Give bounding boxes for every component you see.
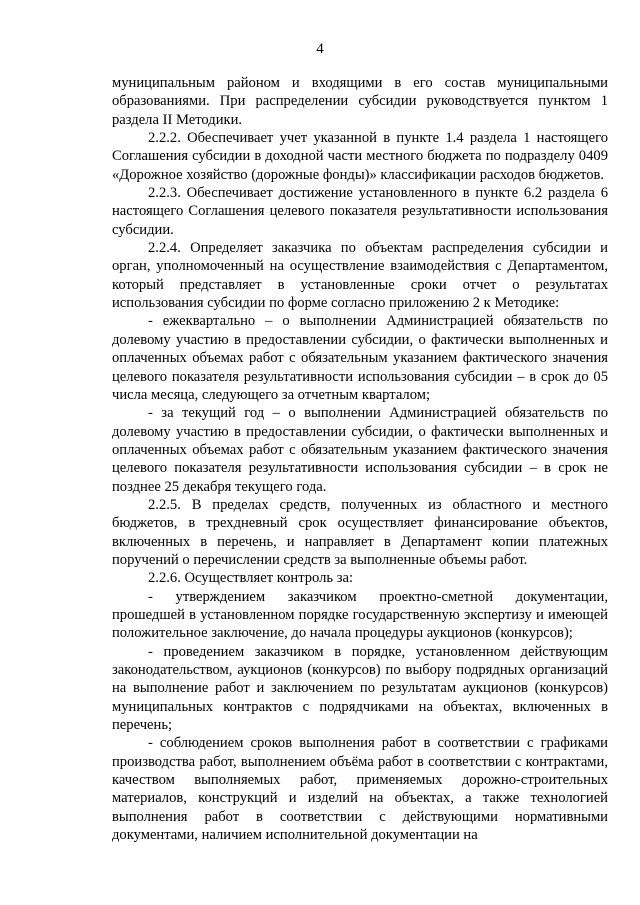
paragraph-2-2-5: 2.2.5. В пределах средств, полученных из областного и местного бюджетов, в трехдневный срок осуществляет финансирование объектов, включенных в перечень, и направляет в Департамент копии платежных поручений о перечислении средств за выполненные объемы работ. [112,496,608,568]
paragraph-continuation: муниципальным районом и входящими в его состав муниципальными образованиями. При распределении субсидии руководствуется пунктом 1 раздела II Методики. [112,75,608,128]
paragraph-2-2-2: 2.2.2. Обеспечивает учет указанной в пункте 1.4 раздела 1 настоящего Соглашения субсидии в доходной части местного бюджета по подразделу 0409 «Дорожное хозяйство (дорожные фонды)» классификации расходов бюджетов. [112,130,608,183]
paragraph-2-2-3: 2.2.3. Обеспечивает достижение установленного в пункте 6.2 раздела 6 настоящего Соглашения целевого показателя результативности использования субсидии. [112,185,608,238]
list-item-quarterly-report: - ежеквартально – о выполнении Администрацией обязательств по долевому участию в предоставлении субсидии, о фактически выполненных и оплаченных объемах работ с обязательным указанием фактического значения целевого показателя результативности использования субсидии – в срок до 05 числа месяца, следующего за отчетным кварталом; [112,313,608,403]
paragraph-2-2-6: 2.2.6. Осуществляет контроль за: [148,570,354,587]
paragraph-2-2-4: 2.2.4. Определяет заказчика по объектам распределения субсидии и орган, уполномоченный на осуществление взаимодействия с Департаментом, который представляет в установленные сроки отчет о результатах использования субсидии по форме согласно приложению 2 к Методике: [112,240,608,312]
list-item-design-approval: - утверждением заказчиком проектно-сметной документации, прошедшей в установленном порядке государственную экспертизу и имеющей положительное заключение, до начала процедуры аукционов (конкурсов); [112,588,608,642]
list-item-auctions: - проведением заказчиком в порядке, установленном действующим законодательством, аукционов (конкурсов) по выбору подрядных организаций на выполнение работ и заключением по результатам аукционов (конкурсов) муниципальных контрактов с подрядчиками на объектах, включенных в перечень; [112,643,608,734]
list-item-annual-report: - за текущий год – о выполнении Администрацией обязательств по долевому участию в предоставлении субсидии, о фактически выполненных и оплаченных объемах работ с обязательным указанием фактического значения целевого показателя результативности использования субсидии – в срок не позднее 25 декабря текущего года. [112,405,608,495]
list-item-deadlines: - соблюдением сроков выполнения работ в соответствии с графиками производства работ, выполнением объёма работ в соответствии с контрактами, качеством выполняемых работ, применяемых дорожно-строительных материалов, конструкций и изделий на объектах, а также технологией выполнения работ в соответствии с действующими нормативными документами, наличием исполнительной документации на [112,735,608,844]
page-number: 4 [316,41,324,57]
document-body [112,74,608,844]
